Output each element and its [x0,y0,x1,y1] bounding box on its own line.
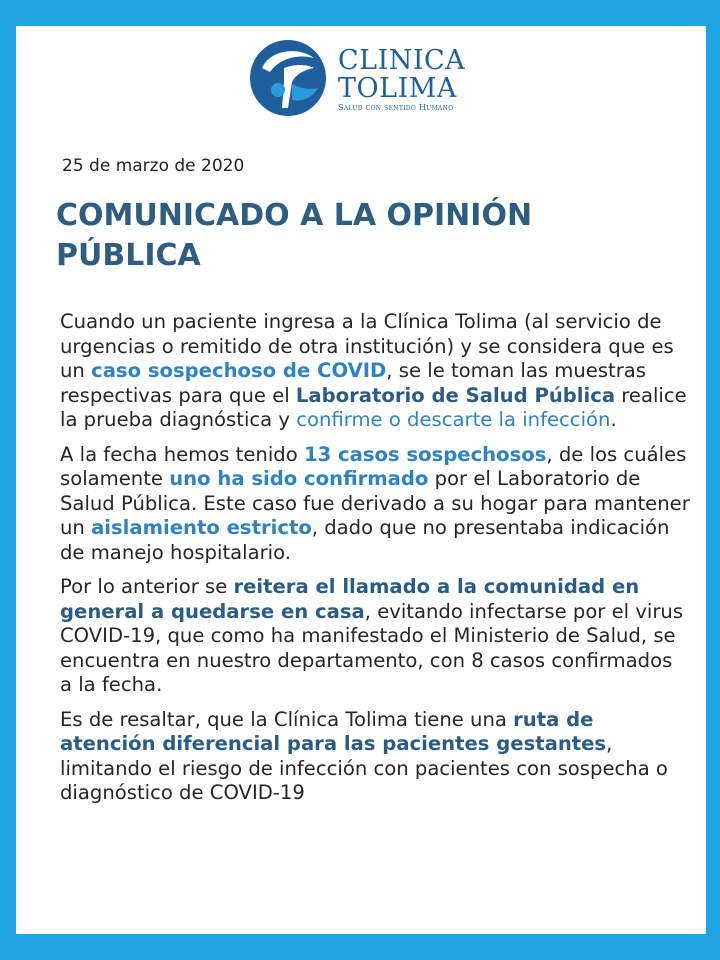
p1-text-a: Cuando un paciente ingresa a la Clínica Tolima (al servicio de urgencias o remitido de otra institución) y se considera que es un [60,310,674,382]
document-date: 25 de marzo de 2020 [62,156,245,176]
p2-highlight-confirmed: uno ha sido confirmado [169,467,429,490]
p2-text-c: , de los cuáles solamente [60,442,687,490]
p1-highlight-confirm: confirme o descarte la infección [296,408,611,431]
document-body [60,310,690,816]
p4-highlight-route: ruta de atención diferencial para las pacientes gestantes [60,707,607,755]
brand-name-line1: CLINICA [338,45,466,76]
document-page [16,26,706,934]
p1-highlight-lab: Laboratorio de Salud Pública [295,383,616,407]
p1-text-e: realice la prueba diagnóstica y [60,383,687,431]
p3-text-c: , evitando infectarse por el virus COVID-19, que como ha manifestado el Ministerio de Salud, se encuentra en nuestro departamento, con 8 casos confirmados a la fecha. [60,599,684,696]
p4-text-a: Es de resaltar, que la Clínica Tolima tiene una [60,707,514,731]
p2-highlight-isolation: aislamiento estricto [91,516,312,539]
brand-wordmark [338,46,465,114]
p3-text-a: Por lo anterior se [60,575,234,598]
paragraph-2 [60,443,690,566]
brand-tagline: Salud con sentido Humano [338,103,454,112]
clinic-logo [248,38,478,118]
p2-text-a: A la fecha hemos tenido [60,442,304,466]
p4-text-c: , limitando el riesgo de infección con pacientes con sospecha o diagnóstico de COVID-19 [60,732,668,804]
document-title: COMUNICADO A LA OPINIÓN PÚBLICA [56,198,533,273]
p1-text-c: , se le toman las muestras respectivas para que el [60,359,646,407]
p1-text-g: . [610,408,617,431]
p1-highlight-covid: caso sospechoso de COVID [91,359,387,382]
p2-text-e: por el Laboratorio de Salud Pública. Este caso fue derivado a su hogar para mantener un [60,467,690,539]
p2-text-g: , dado que no presentaba indicación de manejo hospitalario. [60,516,670,564]
brand-name-line2: TOLIMA [338,73,457,104]
p3-highlight-stay-home: reitera el llamado a la comunidad en general a quedarse en casa [60,575,640,623]
clinic-logo-icon [248,38,328,118]
p2-highlight-cases: 13 casos sospechosos [303,442,547,466]
paragraph-1 [60,310,690,433]
paragraph-3 [60,575,690,698]
paragraph-4 [60,708,690,806]
